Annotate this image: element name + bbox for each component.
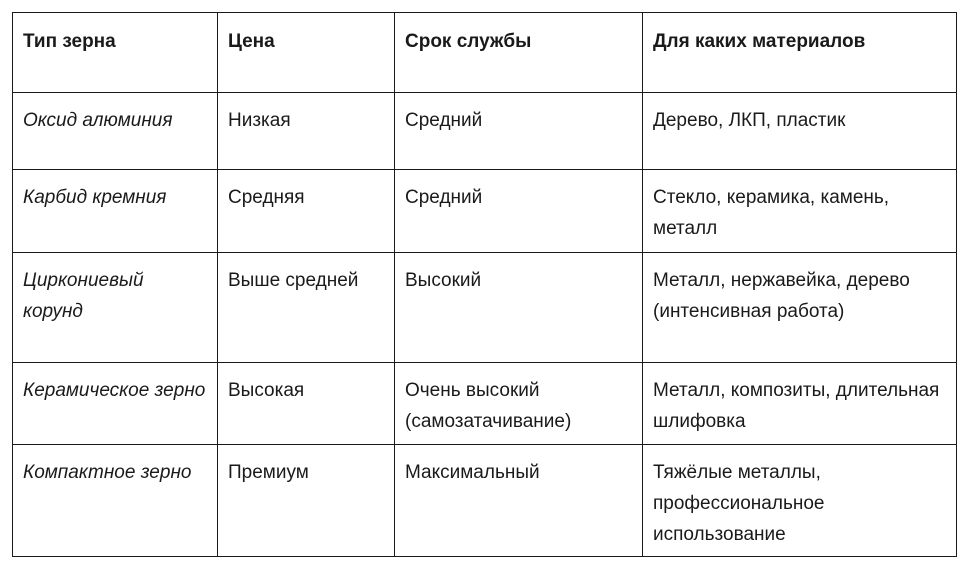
cell-price: Премиум xyxy=(218,445,395,557)
cell-service-life: Очень высокий (самозатачивание) xyxy=(395,363,643,445)
header-service-life: Срок службы xyxy=(395,13,643,93)
cell-materials: Тяжёлые металлы, профессиональное использование xyxy=(643,445,957,557)
cell-price: Низкая xyxy=(218,93,395,170)
cell-service-life: Средний xyxy=(395,93,643,170)
cell-service-life: Средний xyxy=(395,170,643,253)
cell-grain-type: Циркониевый корунд xyxy=(13,253,218,363)
table-header-row xyxy=(13,13,957,93)
cell-price: Средняя xyxy=(218,170,395,253)
cell-grain-type: Карбид кремния xyxy=(13,170,218,253)
cell-grain-type: Компактное зерно xyxy=(13,445,218,557)
header-price: Цена xyxy=(218,13,395,93)
cell-grain-type: Керамическое зерно xyxy=(13,363,218,445)
cell-service-life: Высокий xyxy=(395,253,643,363)
header-grain-type: Тип зерна xyxy=(13,13,218,93)
cell-grain-type: Оксид алюминия xyxy=(13,93,218,170)
abrasive-grain-table xyxy=(12,12,957,557)
cell-materials: Стекло, керамика, камень, металл xyxy=(643,170,957,253)
cell-materials: Металл, нержавейка, дерево (интенсивная работа) xyxy=(643,253,957,363)
cell-materials: Металл, композиты, длительная шлифовка xyxy=(643,363,957,445)
cell-price: Выше средней xyxy=(218,253,395,363)
header-materials: Для каких материалов xyxy=(643,13,957,93)
cell-price: Высокая xyxy=(218,363,395,445)
table-row xyxy=(13,445,957,557)
table-row xyxy=(13,363,957,445)
table-row xyxy=(13,253,957,363)
cell-service-life: Максимальный xyxy=(395,445,643,557)
cell-materials: Дерево, ЛКП, пластик xyxy=(643,93,957,170)
table-row xyxy=(13,170,957,253)
table-row xyxy=(13,93,957,170)
